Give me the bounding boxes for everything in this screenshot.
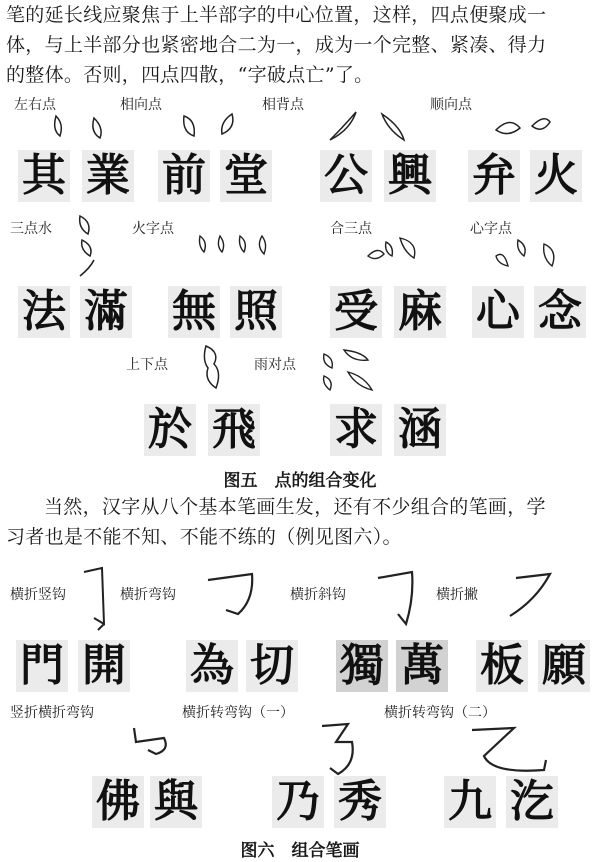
label-zhuanwan2: 横折转弯钩（二） xyxy=(384,705,496,721)
char-figure5-row1-5: 公 xyxy=(320,150,372,202)
label-shuzhe: 竖折横折弯钩 xyxy=(10,705,94,721)
stroke-zhuanwan1-icon xyxy=(318,720,362,780)
char-figure6-row2-5: 九 xyxy=(444,776,496,828)
char-figure5-row3-4: 涵 xyxy=(394,404,446,456)
char-figure5-row2-2: 滿 xyxy=(80,286,132,338)
dot-set-huozi-icon xyxy=(196,230,280,260)
dot-set-xinzi-icon xyxy=(492,236,572,272)
label-hengzhepie: 横折撇 xyxy=(436,587,478,603)
char-figure6-row1-3: 為 xyxy=(186,640,238,692)
char-figure6-row1-8: 願 xyxy=(538,640,590,692)
char-figure6-row1-1: 門 xyxy=(16,640,68,692)
char-figure5-row1-8: 火 xyxy=(530,150,582,202)
char-figure6-row1-4: 切 xyxy=(246,640,298,692)
stroke-hengzheshu-icon xyxy=(82,566,108,632)
label-hengzhexie: 横折斜钩 xyxy=(290,587,346,603)
label-xiangxiang: 相向点 xyxy=(120,97,162,113)
body-line-2: 习者也是不能不知、不能不练的（例见图六）。 xyxy=(6,526,402,548)
char-figure5-row1-1: 其 xyxy=(18,150,70,202)
intro-line-1: 笔的延长线应聚焦于上半部字的中心位置，这样，四点便聚成一 xyxy=(6,4,547,26)
stroke-shuzhe-icon xyxy=(130,724,184,758)
figure6-caption: 图六 组合笔画 xyxy=(240,841,360,861)
dot-set-shangxia-icon xyxy=(200,344,230,392)
label-shangxia: 上下点 xyxy=(126,357,168,373)
label-hengzhewan: 横折弯钩 xyxy=(120,587,176,603)
dot-set-hesan-icon xyxy=(364,232,424,268)
label-hengzheshu: 横折竖钩 xyxy=(10,587,66,603)
char-figure5-row2-4: 照 xyxy=(230,286,282,338)
char-figure5-row1-2: 業 xyxy=(82,150,134,202)
body-line-1: 当然，汉字从八个基本笔画生发，还有不少组合的笔画，学 xyxy=(44,496,546,518)
label-zhuanwan1: 横折转弯钩（一） xyxy=(182,705,294,721)
char-figure6-row1-6: 萬 xyxy=(396,640,448,692)
label-xiangbei: 相背点 xyxy=(262,97,304,113)
label-shunxiang: 顺向点 xyxy=(430,97,472,113)
char-figure5-row1-7: 弁 xyxy=(468,150,520,202)
char-figure6-row2-2: 與 xyxy=(150,776,202,828)
stroke-hengzhexie-icon xyxy=(376,568,418,632)
char-figure6-row1-7: 板 xyxy=(476,640,528,692)
label-sandianshui: 三点水 xyxy=(10,221,52,237)
char-figure5-row2-8: 念 xyxy=(534,286,586,338)
dot-pair-xiangbei-icon xyxy=(326,110,416,146)
figure5-caption: 图五 点的组合变化 xyxy=(223,471,377,491)
char-figure5-row3-2: 飛 xyxy=(208,404,260,456)
dot-pair-shunxiang-icon xyxy=(492,112,562,142)
char-figure6-row2-6: 汔 xyxy=(506,776,558,828)
char-figure5-row3-1: 於 xyxy=(144,404,196,456)
label-xinzi: 心字点 xyxy=(470,221,512,237)
stroke-hengzhewan-icon xyxy=(204,570,260,620)
dot-set-yudui-icon xyxy=(318,346,378,396)
label-yudui: 雨对点 xyxy=(254,357,296,373)
char-figure5-row1-4: 堂 xyxy=(220,150,272,202)
char-figure5-row2-1: 法 xyxy=(18,286,70,338)
stroke-hengzhepie-icon xyxy=(506,570,556,620)
body-paragraph xyxy=(6,492,594,552)
char-figure5-row2-5: 受 xyxy=(330,286,382,338)
intro-paragraph xyxy=(6,0,594,90)
dot-pair-zuoyou-icon xyxy=(50,112,120,142)
dot-pair-xiangxiang-icon xyxy=(178,110,248,140)
label-hesan: 合三点 xyxy=(330,221,372,237)
char-figure6-row1-5: 獨 xyxy=(336,640,388,692)
char-figure6-row2-3: 乃 xyxy=(272,776,324,828)
intro-line-3: 的整体。否则，四点四散，“字破点亡”了。 xyxy=(6,64,374,86)
dot-set-sandianshui-icon xyxy=(72,212,102,278)
char-figure6-row1-2: 開 xyxy=(78,640,130,692)
char-figure5-row2-7: 心 xyxy=(472,286,524,338)
char-figure5-row3-3: 求 xyxy=(330,404,382,456)
char-figure5-row1-3: 前 xyxy=(158,150,210,202)
label-zuoyou: 左右点 xyxy=(14,97,56,113)
char-figure6-row2-4: 秀 xyxy=(334,776,386,828)
char-figure6-row2-1: 佛 xyxy=(92,776,144,828)
char-figure5-row2-6: 麻 xyxy=(394,286,446,338)
intro-line-2: 体，与上半部分也紧密地合二为一，成为一个完整、紧凑、得力 xyxy=(6,34,547,56)
label-huozi: 火字点 xyxy=(132,221,174,237)
char-figure5-row2-3: 無 xyxy=(168,286,220,338)
char-figure5-row1-6: 興 xyxy=(384,150,436,202)
stroke-zhuanwan2-icon xyxy=(462,724,552,780)
